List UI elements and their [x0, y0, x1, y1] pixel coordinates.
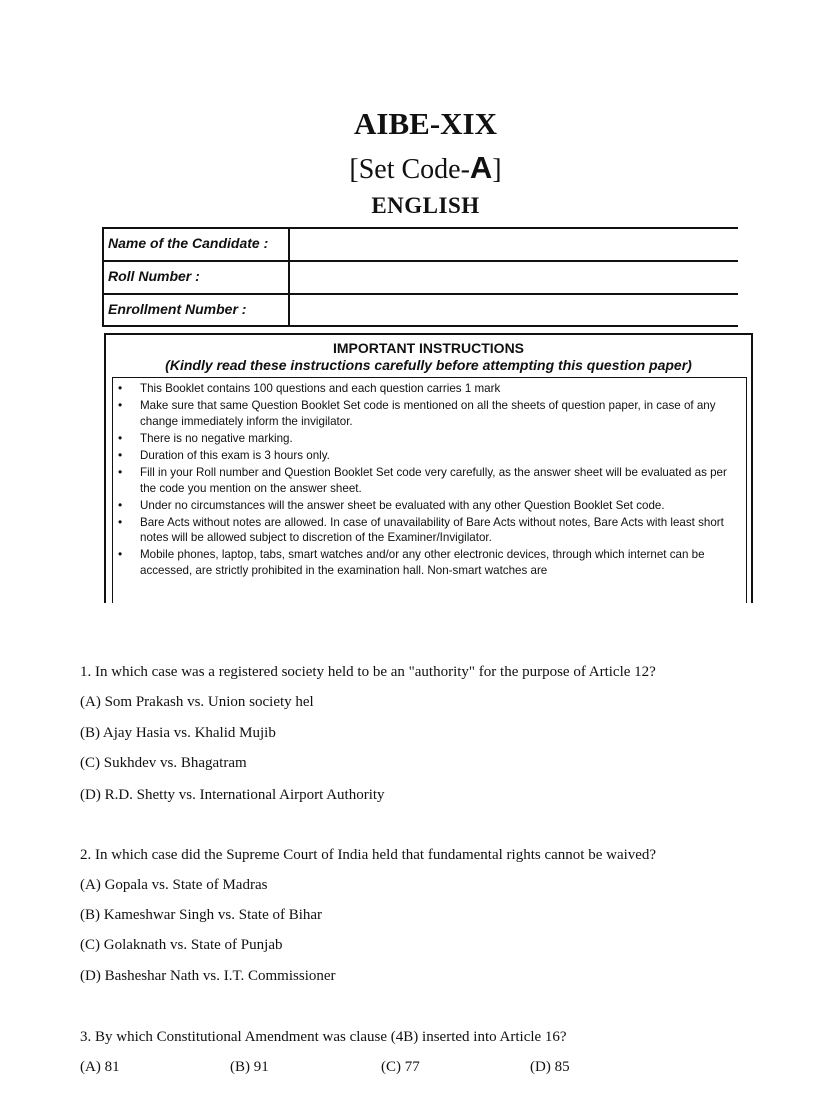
question-1-option-c: (C) Sukhdev vs. Bhagatram	[80, 755, 247, 771]
question-1-option-b: (B) Ajay Hasia vs. Khalid Mujib	[80, 725, 276, 741]
list-item: • Under no circumstances will the answer sheet be evaluated with any other Question Booklet Set code.	[118, 497, 665, 512]
enrollment-number-label: Enrollment Number :	[108, 301, 247, 317]
question-1-option-a: (A) Som Prakash vs. Union society hel	[80, 694, 314, 710]
list-item: • There is no negative marking.	[118, 430, 293, 445]
question-1: 1. In which case was a registered society held to be an "authority" for the purpose of Article 12?	[80, 664, 656, 680]
question-2-option-d: (D) Basheshar Nath vs. I.T. Commissioner	[80, 968, 336, 984]
question-2: 2. In which case did the Supreme Court of India held that fundamental rights cannot be waived?	[80, 847, 657, 863]
set-code-line	[0, 150, 827, 186]
question-3-option-c: (C) 77	[381, 1059, 420, 1075]
set-code-suffix: ]	[492, 154, 502, 185]
list-item: • Duration of this exam is 3 hours only.	[118, 447, 330, 462]
instructions-heading: IMPORTANT INSTRUCTIONS	[332, 340, 525, 356]
question-1-option-d: (D) R.D. Shetty vs. International Airport Authority	[80, 787, 385, 803]
list-item: • This Booklet contains 100 questions and each question carries 1 mark	[118, 381, 501, 395]
candidate-name-field[interactable]	[292, 231, 732, 257]
list-item: • Fill in your Roll number and Question Booklet Set code very carefully, as the answer sheet will be evaluated as per the code you mention on the answer sheet.	[118, 464, 727, 495]
bullet-icon: •	[118, 514, 123, 529]
bullet-icon: •	[118, 381, 123, 395]
bullet-icon: •	[118, 497, 123, 512]
instructions-box	[104, 333, 753, 603]
instructions-subheading: (Kindly read these instructions carefully before attempting this question paper)	[165, 357, 692, 373]
list-item: • Bare Acts without notes are allowed. In case of unavailability of Bare Acts without notes, Bare Acts with least short notes will be allowed subject to discretion of the Examiner/Invigilator.	[118, 514, 724, 545]
exam-title: AIBE-XIX	[354, 106, 497, 141]
question-3-option-d: (D) 85	[530, 1059, 570, 1075]
list-item: • Mobile phones, laptop, tabs, smart watches and/or any other electronic devices, through which internet can be accessed, are strictly prohibited in the examination hall. Non-smart watches are	[118, 547, 705, 578]
question-3-option-a: (A) 81	[80, 1059, 120, 1075]
candidate-details-form	[102, 227, 738, 327]
question-3-option-b: (B) 91	[230, 1059, 269, 1075]
bullet-icon: •	[118, 464, 123, 479]
bullet-icon: •	[118, 447, 123, 462]
bullet-icon: •	[118, 547, 123, 562]
question-3: 3. By which Constitutional Amendment was clause (4B) inserted into Article 16?	[80, 1029, 567, 1045]
roll-number-field[interactable]	[292, 264, 732, 290]
enrollment-number-field[interactable]	[292, 297, 732, 323]
language-label: ENGLISH	[371, 193, 480, 218]
list-item: • Make sure that same Question Booklet Set code is mentioned on all the sheets of question paper, in case of any change immediately inform the invigilator.	[118, 398, 716, 428]
roll-number-label: Roll Number :	[108, 268, 200, 284]
bullet-icon: •	[118, 398, 123, 413]
set-code-prefix: [Set Code-	[349, 154, 470, 185]
instructions-list	[116, 381, 742, 580]
question-2-option-c: (C) Golaknath vs. State of Punjab	[80, 937, 283, 953]
candidate-name-label: Name of the Candidate :	[108, 235, 269, 251]
set-code: A	[469, 150, 493, 185]
question-2-option-b: (B) Kameshwar Singh vs. State of Bihar	[80, 907, 323, 923]
bullet-icon: •	[118, 430, 123, 445]
question-2-option-a: (A) Gopala vs. State of Madras	[80, 877, 268, 893]
